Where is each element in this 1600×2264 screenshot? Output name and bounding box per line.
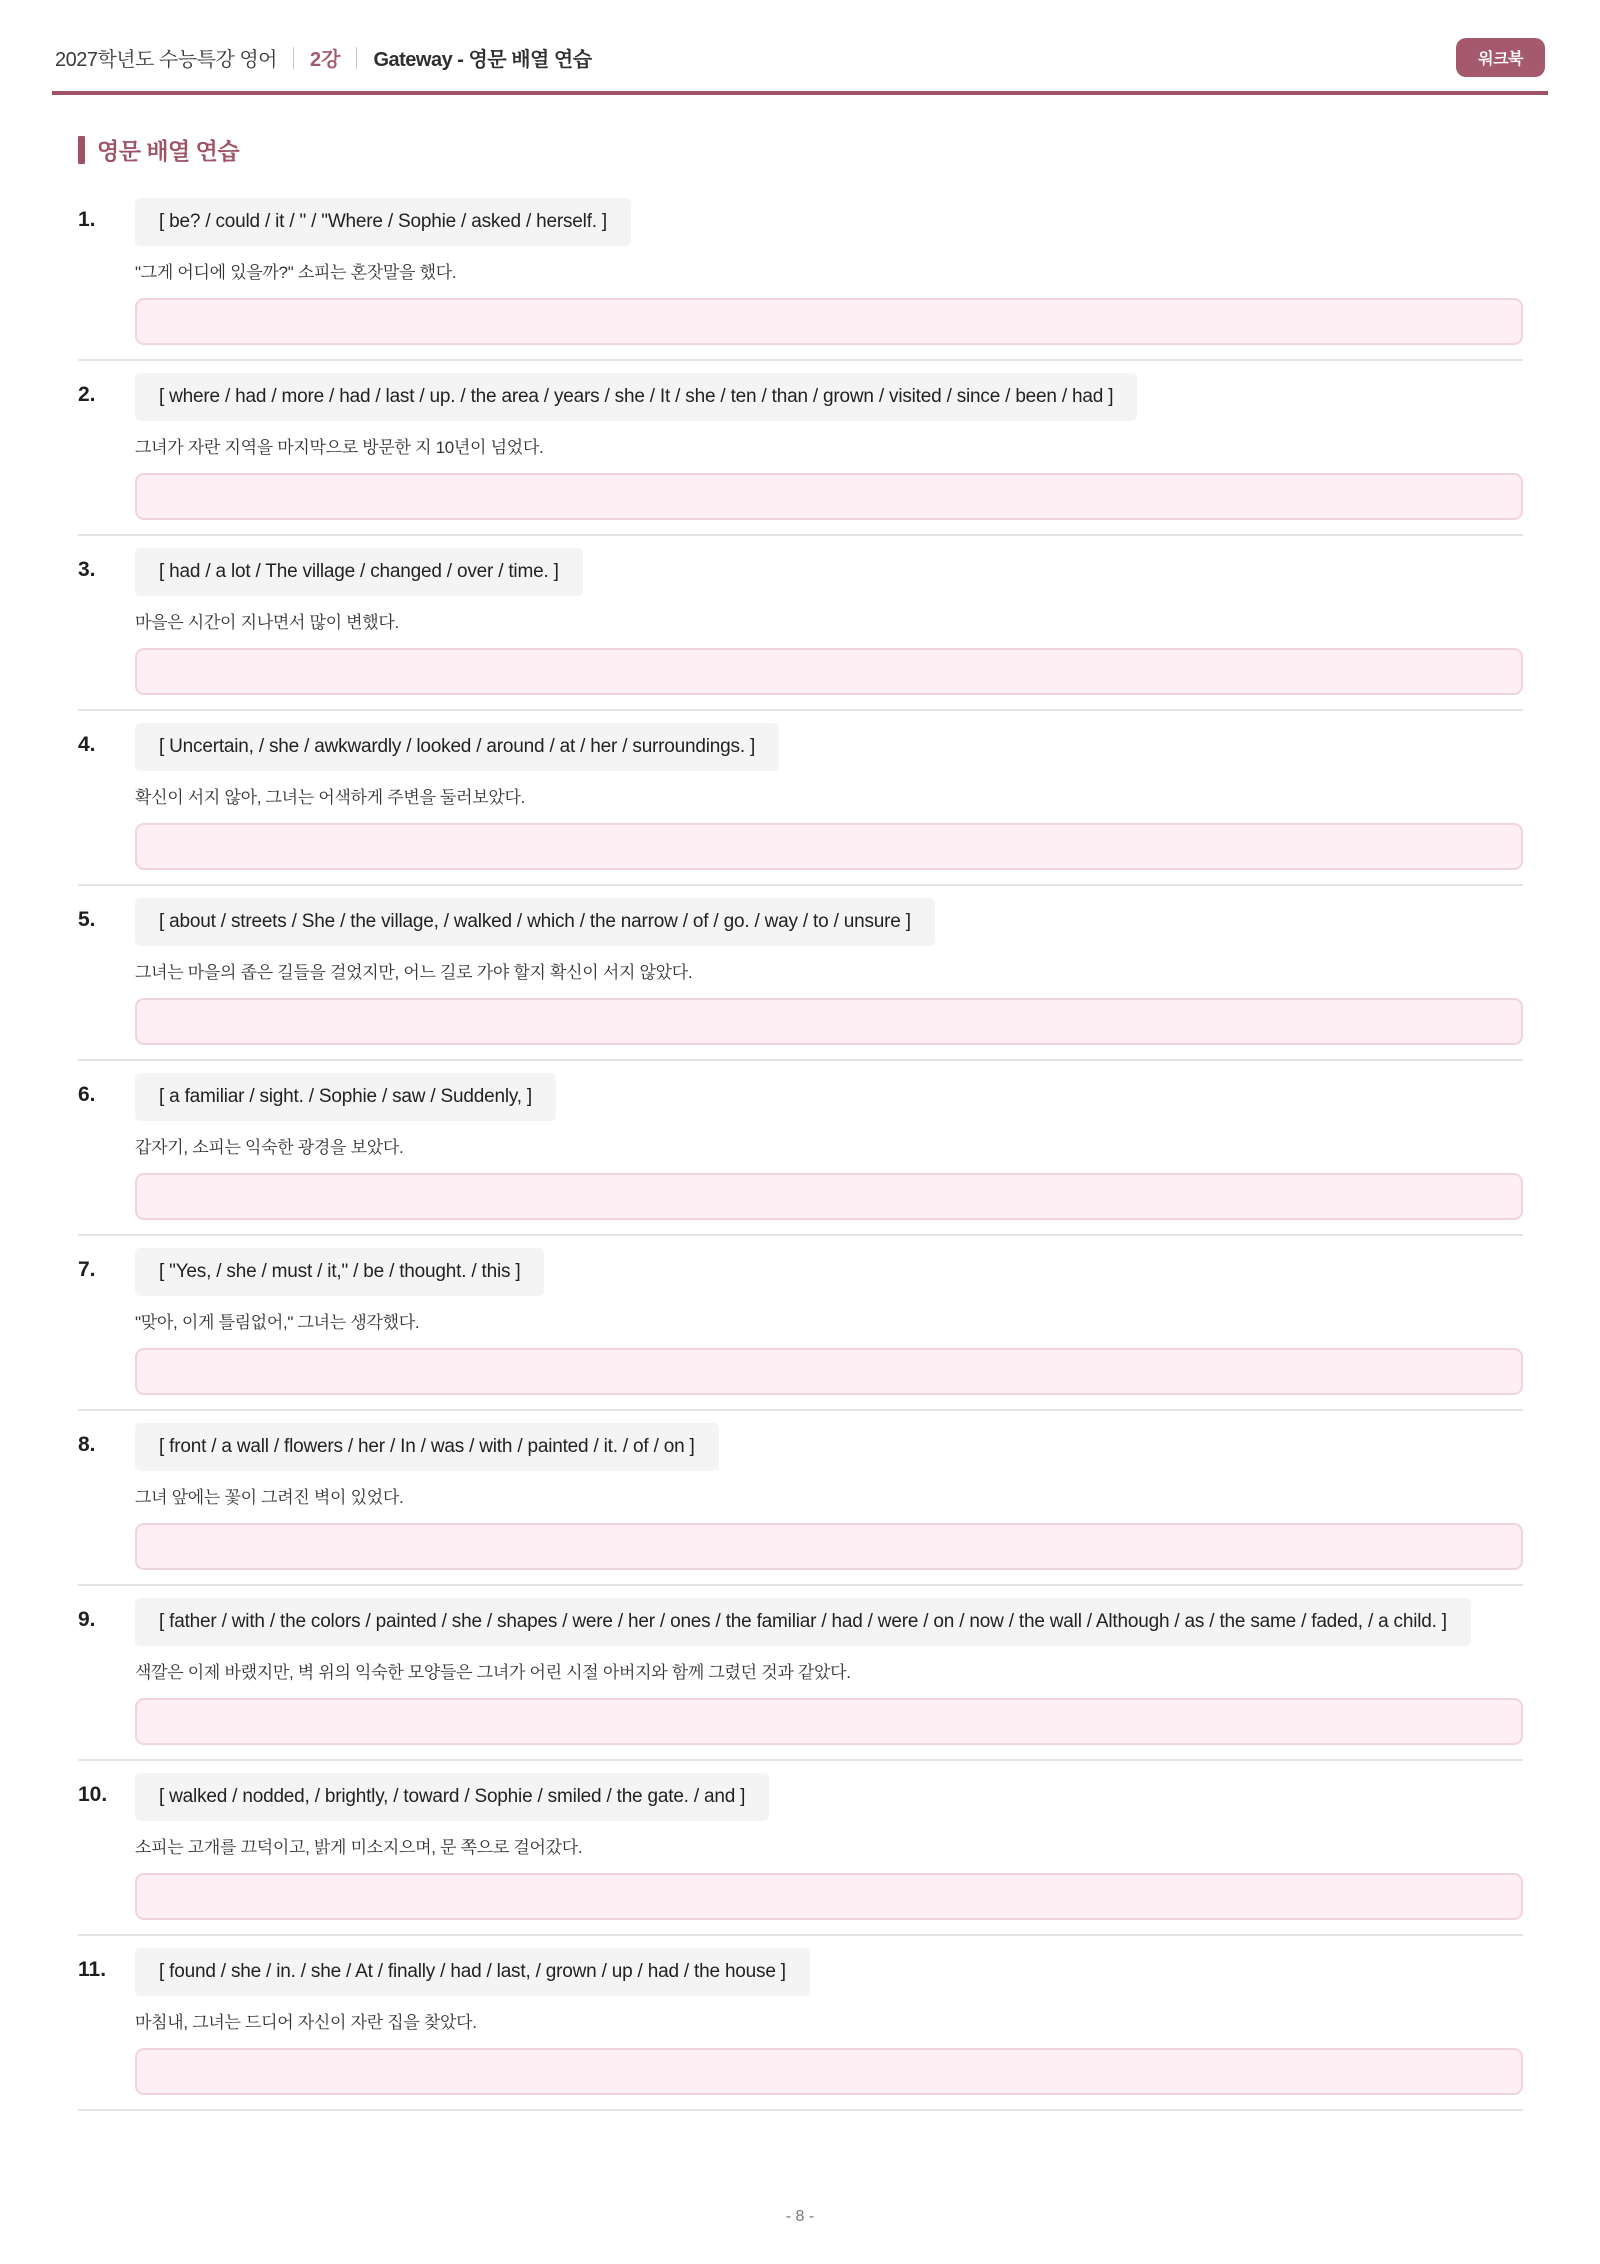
- course-title: 2027학년도 수능특강 영어: [55, 49, 277, 71]
- item-body: [135, 898, 1523, 1045]
- item-number: 8.: [78, 1433, 96, 1456]
- answer-box[interactable]: [135, 1523, 1523, 1570]
- scrambled-words: [ be? / could / it / " / "Where / Sophie / asked / herself. ]: [135, 198, 631, 246]
- item-number: 1.: [78, 208, 96, 231]
- scrambled-words: [ front / a wall / flowers / her / In / was / with / painted / it. / of / on ]: [135, 1423, 719, 1471]
- practice-item: [78, 361, 1523, 536]
- item-separator: [78, 1409, 1523, 1411]
- practice-item: [78, 186, 1523, 361]
- item-number: 11.: [78, 1958, 107, 1981]
- item-number: 5.: [78, 908, 96, 931]
- scrambled-words: [ father / with / the colors / painted / she / shapes / were / her / ones / the familiar / had / were / on / now / the wall / Although / as / the same / faded, / a child. ]: [135, 1598, 1471, 1646]
- practice-item: [78, 711, 1523, 886]
- item-body: [135, 548, 1523, 695]
- page-header: [0, 0, 1600, 77]
- korean-translation: 마침내, 그녀는 드디어 자신이 자란 집을 찾았다.: [135, 2013, 477, 2032]
- page-title: Gateway - 영문 배열 연습: [373, 49, 592, 71]
- lesson-number: 2강: [310, 49, 341, 71]
- item-separator: [78, 1584, 1523, 1586]
- header-divider: [356, 47, 357, 69]
- answer-box[interactable]: [135, 823, 1523, 870]
- item-body: [135, 373, 1523, 520]
- practice-item: [78, 1236, 1523, 1411]
- header-rule: [52, 91, 1548, 95]
- item-body: [135, 1073, 1523, 1220]
- item-separator: [78, 359, 1523, 361]
- scrambled-words: [ "Yes, / she / must / it," / be / thought. / this ]: [135, 1248, 544, 1296]
- korean-translation: 그녀 앞에는 꽃이 그려진 벽이 있었다.: [135, 1488, 404, 1507]
- item-separator: [78, 709, 1523, 711]
- practice-item: [78, 1411, 1523, 1586]
- practice-item: [78, 1586, 1523, 1761]
- section-title-bar: [78, 136, 85, 164]
- workbook-badge: 워크북: [1456, 38, 1545, 77]
- answer-box[interactable]: [135, 473, 1523, 520]
- scrambled-words: [ where / had / more / had / last / up. / the area / years / she / It / she / ten / than / grown / visited / since / been / had ]: [135, 373, 1137, 421]
- item-number: 7.: [78, 1258, 96, 1281]
- item-body: [135, 723, 1523, 870]
- item-number: 6.: [78, 1083, 96, 1106]
- item-body: [135, 1773, 1523, 1920]
- item-number: 9.: [78, 1608, 96, 1631]
- scrambled-words: [ a familiar / sight. / Sophie / saw / Suddenly, ]: [135, 1073, 556, 1121]
- section-title: [78, 133, 1523, 166]
- practice-item: [78, 1936, 1523, 2111]
- answer-box[interactable]: [135, 1348, 1523, 1395]
- korean-translation: 색깔은 이제 바랬지만, 벽 위의 익숙한 모양들은 그녀가 어린 시절 아버지와 함께 그렸던 것과 같았다.: [135, 1663, 851, 1682]
- practice-item: [78, 1761, 1523, 1936]
- item-separator: [78, 2109, 1523, 2111]
- header-title-group: [55, 43, 592, 72]
- scrambled-words: [ Uncertain, / she / awkwardly / looked / around / at / her / surroundings. ]: [135, 723, 779, 771]
- item-separator: [78, 1059, 1523, 1061]
- item-body: [135, 1948, 1523, 2095]
- answer-box[interactable]: [135, 1873, 1523, 1920]
- item-body: [135, 1423, 1523, 1570]
- item-separator: [78, 1934, 1523, 1936]
- header-divider: [293, 47, 294, 69]
- scrambled-words: [ walked / nodded, / brightly, / toward / Sophie / smiled / the gate. / and ]: [135, 1773, 769, 1821]
- answer-box[interactable]: [135, 1173, 1523, 1220]
- item-separator: [78, 884, 1523, 886]
- korean-translation: "그게 어디에 있을까?" 소피는 혼잣말을 했다.: [135, 263, 457, 282]
- page-number: - 8 -: [785, 2208, 815, 2225]
- korean-translation: 그녀가 자란 지역을 마지막으로 방문한 지 10년이 넘었다.: [135, 438, 544, 457]
- answer-box[interactable]: [135, 1698, 1523, 1745]
- item-body: [135, 1598, 1523, 1745]
- item-body: [135, 198, 1523, 345]
- item-separator: [78, 534, 1523, 536]
- scrambled-words: [ about / streets / She / the village, / walked / which / the narrow / of / go. / way / to / unsure ]: [135, 898, 935, 946]
- answer-box[interactable]: [135, 298, 1523, 345]
- practice-item: [78, 886, 1523, 1061]
- korean-translation: 소피는 고개를 끄덕이고, 밝게 미소지으며, 문 쪽으로 걸어갔다.: [135, 1838, 583, 1857]
- answer-box[interactable]: [135, 648, 1523, 695]
- item-number: 4.: [78, 733, 96, 756]
- item-number: 2.: [78, 383, 96, 406]
- scrambled-words: [ had / a lot / The village / changed / over / time. ]: [135, 548, 583, 596]
- item-separator: [78, 1234, 1523, 1236]
- section-title-text: 영문 배열 연습: [97, 138, 240, 164]
- korean-translation: 갑자기, 소피는 익숙한 광경을 보았다.: [135, 1138, 404, 1157]
- practice-item: [78, 536, 1523, 711]
- korean-translation: 확신이 서지 않아, 그녀는 어색하게 주변을 둘러보았다.: [135, 788, 526, 807]
- item-number: 10.: [78, 1783, 108, 1806]
- item-body: [135, 1248, 1523, 1395]
- item-number: 3.: [78, 558, 96, 581]
- answer-box[interactable]: [135, 2048, 1523, 2095]
- practice-item-list: [0, 186, 1600, 2111]
- practice-item: [78, 1061, 1523, 1236]
- korean-translation: "맞아, 이게 틀림없어," 그녀는 생각했다.: [135, 1313, 420, 1332]
- korean-translation: 마을은 시간이 지나면서 많이 변했다.: [135, 613, 399, 632]
- item-separator: [78, 1759, 1523, 1761]
- scrambled-words: [ found / she / in. / she / At / finally / had / last, / grown / up / had / the house ]: [135, 1948, 810, 1996]
- korean-translation: 그녀는 마을의 좁은 길들을 걸었지만, 어느 길로 가야 할지 확신이 서지 않았다.: [135, 963, 693, 982]
- answer-box[interactable]: [135, 998, 1523, 1045]
